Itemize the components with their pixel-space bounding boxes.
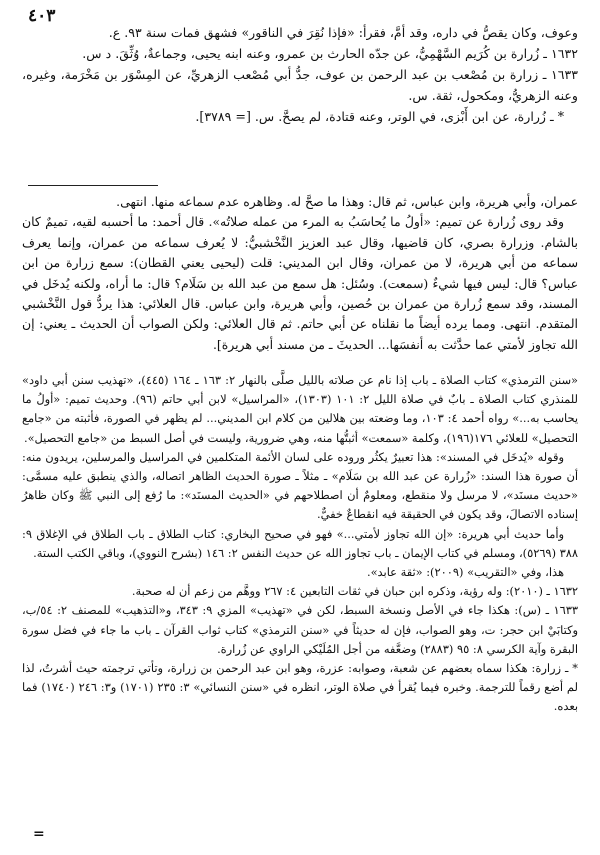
footnote-paragraph: * ـ زرارة: هكذا سماه بعضهم عن شعبة، وصوابه: عزرة، وهو ابن عبد الرحمن بن زرارة، وتأتي ترجمته حيث أشرتُ، لذا لم أضع رقماً للترجمة. وخبره فيما يُقرأ في صلاة الوتر، انظره في «سنن النسائي» ٣: ٢٣٥ (١٧٠١) و٣: ٢٤٦ (١٧٤٠) فما بعده. (22, 661, 578, 714)
entry-paragraph: * ـ زُرارة، عن ابن أَبْزى، في الوتر، وعنه قتادة، لم يصحَّ. س. [= ٣٧٨٩]. (195, 109, 564, 124)
footnote-paragraph: «سنن الترمذي» كتاب الصلاة ـ باب إذا نام عن صلاته بالليل صلَّى بالنهار ٢: ١٦٣ ـ ١٦٤ (٤٤٥)، «تهذيب سنن أبي داود» للمنذري كتاب الصلاة ـ بابٌ في صلاة الليل ٢: ١٠١ (١٣٠٣)، «المراسيل» لابن أبي حاتم (٩٦). وحديث تميم: «أولُ ما يحاسب به...» رواه أحمد ٤: ١٠٣، وما وضعته بين هلالين من كلام ابن المديني... لم يظهر في الصورة، فأثبته من «جامع التحصيل» للعلائي ١٧٦(١٩٦)، وكلمة «سمعت» أثبتُّها منه، وهي ضرورية، وليست في أصل السبط من «جامع التحصيل». (22, 373, 578, 445)
footnote-paragraph: هذا، وفي «التقريب» (٢٠٠٩): «ثقة عابد». (366, 565, 564, 580)
section-divider (28, 185, 158, 186)
commentary-paragraph: عمران، وأبي هريرة، وابن عباس، ثم قال: وهذا ما صحَّ له. وظاهره عدم سماعه منها. انتهى. (116, 194, 578, 209)
continuation-mark: = (33, 826, 45, 842)
footnotes (22, 371, 578, 717)
footnote-paragraph: ١٦٣٢ ـ (٢٠١٠): وله رؤية، وذكره ابن حبان في ثقات التابعين ٤: ٢٦٧ ووهَّم من زعم أن له صحبة. (131, 584, 578, 599)
commentary-text (22, 192, 578, 355)
footnote-paragraph: ١٦٣٣ ـ (س): هكذا جاء في الأصل ونسخة السبط، لكن في «تهذيب» المزي ٩: ٣٤٣، و«التذهيب» للمصنف ٢: ٥٤/ب، وكتابَيْ ابن حجر: ت، وهو الصواب، فإن له حديثاً في «سنن الترمذي» كتاب ثواب القرآن ـ باب ما جاء في فضل سورة البقرة وآية الكرسي ٨: ٩٥ (٢٨٨٣) وضعَّفه من أجل المُلَيْكي الراوي عن زُرارة. (22, 603, 579, 656)
entry-paragraph: وعوف، وكان يقصُّ في داره، وقد أمَّ، فقرأ: «فإذا نُقِرَ في الناقور» فشهق فمات سنة ٩٣. ع. (108, 25, 578, 40)
footnote-paragraph: وأما حديث أبي هريرة: «إن الله تجاوز لأمتي...» فهو في صحيح البخاري: كتاب الطلاق ـ باب الطلاق في الإغلاق ٩: ٣٨٨ (٥٢٦٩)، ومسلم في كتاب الإيمان ـ باب تجاوز الله عن حديث النفس ٢: ١٤٦ (بشرح النووي)، وباقي الكتب الستة. (22, 526, 578, 560)
commentary-paragraph: وقد روى زُرارة عن تميم: «أولُ ما يُحاسَبُ به المرء من عمله صلاتُه». قال أحمد: ما أحسبه لقيه، تميمٌ كان بالشام. وزرارة بصري، كان قاضيها، وقال عبد العزيز النَّخْشبيُّ: لا يُعرف سماعه من عمران، وإنما يعرف سماعه من أبي هريرة، لا من عمران، وقال ابن المديني: قلت (ليحيى يعني القطان): سمع زرارة من ابن عباس؟ قال: ليس فيها شيءٌ (سمعت). وسُئل: هل سمع من عبد الله بن سَلَام؟ قال: ما أراه، ولكنه يُدخَل في المسند، وقد سمع زُرارة من عمران بن حُصين، وأبي هريرة، وابن عباس. قال العلائي: هذا يردُّ قول النَّخْشبي المتقدم. انتهى. ومما يرده أيضاً ما نقلناه عن أبي حاتم. ثم قال العلائي: ولكن الصواب أن الحديث ـ يعني: إن الله تجاوز لأمتي عما حدَّثت به أنفسَها... الحديثَ ـ من مسند أبي هريرة]. (22, 214, 578, 352)
page-number: ٤٠٣ (28, 6, 56, 26)
entry-paragraph: ١٦٣٣ ـ زرارة بن مُصْعب بن عبد الرحمن بن عوف، جدُّ أبي مُصْعب الزهريِّ، عن المِسْوَر بن مَخْرَمة، وغيره، وعنه الزهريُّ، ومكحول، ثقة. س. (22, 67, 578, 103)
footnote-paragraph: وقوله «يُدخَل في المسند»: هذا تعبيرٌ يكثُر وروده على لسان الأئمة المتكلمين في المراسيل والمرسلين، يريدون منه: أن صورة هذا السند: «زُرارة عن عبد الله بن سَلَام» ـ مثلاً ـ صورة الحديث الظاهر اتصاله، والذي ينطبق عليه مسمَّى: «حديث مسنَد»، لا مرسل ولا منقطع، ومعلومٌ أن اصطلاحهم في «الحديث المسنَد»: ما رُفع إلى النبي ﷺ وكان ظاهرُ إسناده الاتصالَ، وقد يكون في الحقيقة فيه انقطاعٌ خفيٌّ. (22, 449, 578, 522)
main-text (22, 22, 578, 127)
entry-paragraph: ١٦٣٢ ـ زُرارة بن كُرَيم السَّهْمِيُّ، عن جدّه الحارث بن عمرو، وعنه ابنه يحيى، وجماعةٌ، وُثِّقَ. د س. (82, 46, 578, 61)
